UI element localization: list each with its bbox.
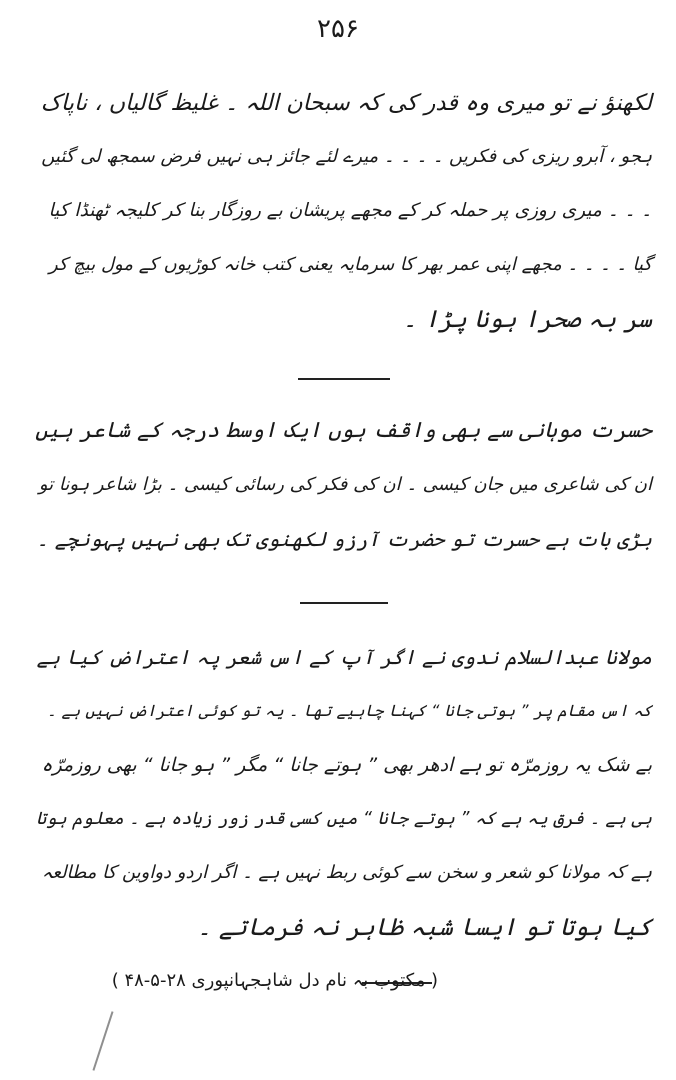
paragraph-nadvi <box>32 630 652 954</box>
text-line: کیا ہوتا تو ایسا شبہ ظاہر نہ فرماتے ۔ <box>197 913 652 941</box>
paragraph-lucknow <box>34 76 652 346</box>
text-line: ہجو ، آبرو ریزی کی فکریں ۔ ۔ ۔ ۔ میرے لئے جائز ہی نہیں فرض سمجھ لی گئیں <box>41 146 652 167</box>
text-line: سر بہ صحرا ہونا پڑا ۔ <box>402 305 652 333</box>
text-line: مولانا عبدالسلام ندوی نے اگر آپ کے اس شعر پہ اعتراض کیا ہے <box>36 645 652 669</box>
text-line: لکھنؤ نے تو میری وہ قدر کی کہ سبحان اللہ ۔ غلیظ گالیاں ، ناپاک <box>40 90 652 116</box>
text-line: ہے کہ مولانا کو شعر و سخن سے کوئی ربط نہیں ہے ۔ اگر اردو دواوین کا مطالعہ <box>41 862 652 883</box>
text-line: بے شک یہ روزمرّہ تو ہے ادھر بھی ” ہوتے جانا “ مگر ” ہو جانا “ بھی روزمرّہ <box>41 754 652 776</box>
page-number: ۲۵۶ <box>317 14 359 44</box>
text-line: ۔ ۔ ۔ میری روزی پر حملہ کر کے مجھے پریشان بے روزگار بنا کر کلیجہ ٹھنڈا کیا <box>48 200 652 221</box>
text-line: ان کی شاعری میں جان کیسی ۔ ان کی فکر کی رسائی کیسی ۔ بڑا شاعر ہونا تو <box>38 474 652 495</box>
text-line: گیا ۔ ۔ ۔ ۔ مجھے اپنی عمر بھر کا سرمایہ یعنی کتب خانہ کوڑیوں کے مول بیچ کر <box>48 254 652 275</box>
paragraph-hasrat <box>30 404 652 566</box>
text-line: ہی ہے ۔ فرق یہ ہے کہ ” ہوتے جانا “ میں کسی قدر زور زیادہ ہے ۔ معلوم ہوتا <box>35 809 652 829</box>
pen-stroke-mark <box>92 1011 113 1071</box>
section-divider <box>298 378 390 380</box>
text-line: بڑی بات ہے حسرت تو حضرت آرزو لکھنوی تک بھی نہیں پہونچے ۔ <box>36 527 652 551</box>
letter-citation: ( مکتوب بہ نام دل شاہجہانپوری ۲۸-۵-۴۸ ) <box>111 970 438 991</box>
text-line: حسرت موہانی سے بھی واقف ہوں ایک اوسط درجہ کے شاعر ہیں <box>35 418 652 443</box>
section-divider <box>300 602 388 604</box>
text-line: کہ اس مقام پر ” ہوتی جانا “ کہنا چاہیے تھا ۔ یہ تو کوئی اعتراض نہیں ہے ۔ <box>47 701 652 720</box>
